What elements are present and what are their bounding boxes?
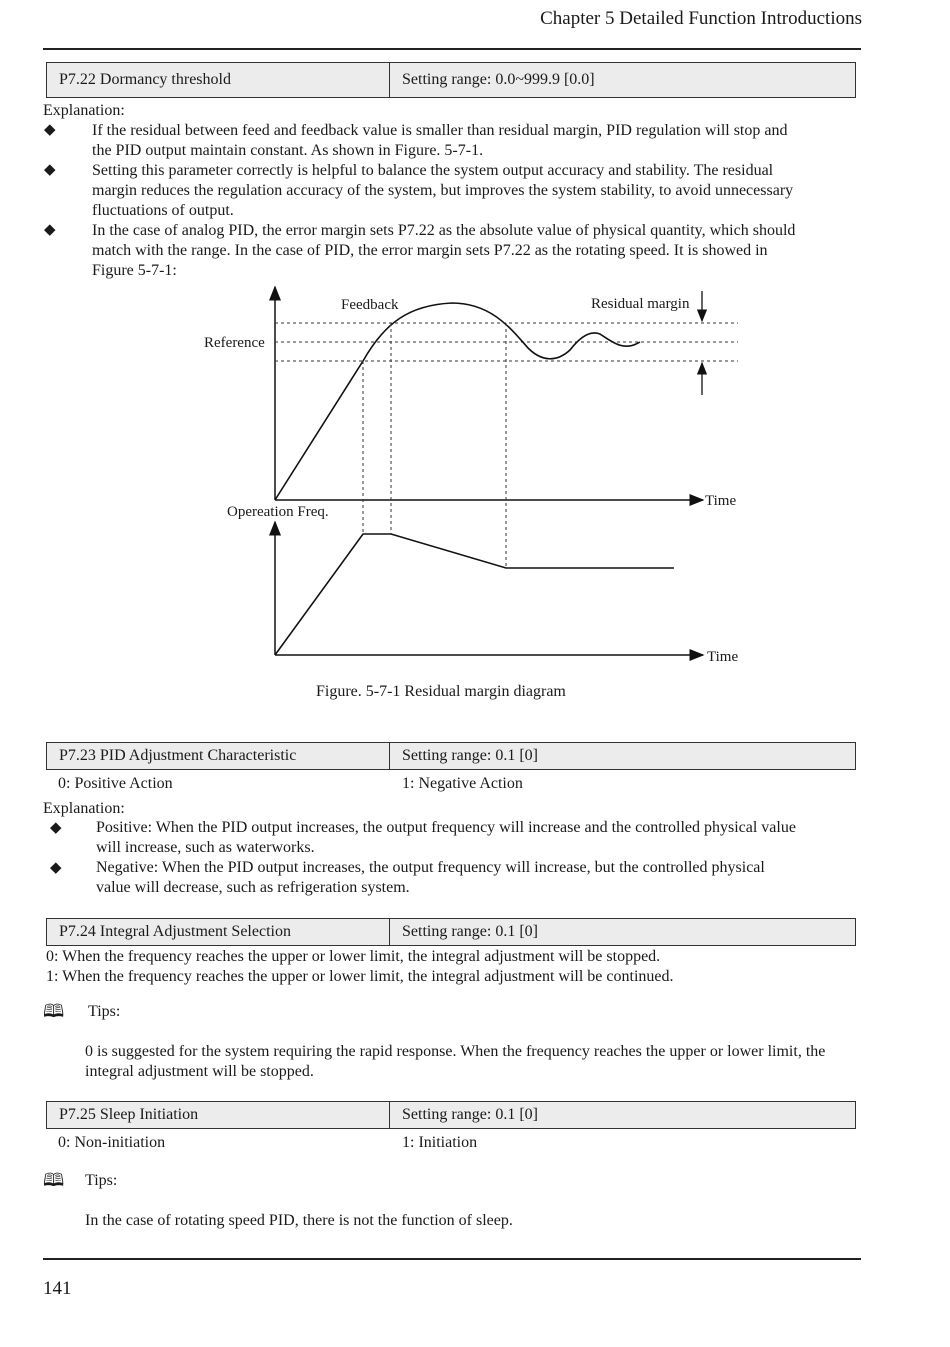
figure-caption: Figure. 5-7-1 Residual margin diagram: [316, 683, 566, 700]
tips-label: Tips:: [88, 1003, 121, 1020]
param-range: Setting range: 0.1 [0]: [402, 923, 538, 940]
option-0: 0: Non-initiation: [58, 1134, 166, 1151]
option-1: 1: Initiation: [402, 1134, 478, 1151]
param-table-p724: [46, 918, 856, 946]
explanation-label: Explanation:: [43, 102, 125, 119]
option-1: 1: Negative Action: [402, 775, 523, 792]
diamond-bullet-icon: ◆: [50, 820, 62, 836]
label-residual-margin: Residual margin: [591, 296, 690, 312]
open-book-icon: 🕮: [43, 1170, 65, 1190]
bullet-text: If the residual between feed and feedback value is smaller than residual margin, PID regulation will stop and the PID output maintain constant. As shown in Figure. 5-7-1.: [92, 122, 788, 159]
bullet-text: In the case of analog PID, the error margin sets P7.22 as the absolute value of physical quantity, which should match with the range. In the case of PID, the error margin sets P7.22 as the rotating speed. It is showed in Figure 5-7-1:: [92, 222, 796, 279]
param-range: Setting range: 0.1 [0]: [402, 1106, 538, 1123]
param-name: P7.25 Sleep Initiation: [47, 1102, 390, 1128]
diamond-bullet-icon: ◆: [44, 122, 56, 138]
footer-rule: [43, 1258, 861, 1260]
open-book-icon: 🕮: [43, 1001, 65, 1021]
option-0: 0: Positive Action: [58, 775, 173, 792]
diamond-bullet-icon: ◆: [44, 222, 56, 238]
param-name: P7.22 Dormancy threshold: [47, 63, 390, 97]
param-name: P7.23 PID Adjustment Characteristic: [47, 743, 390, 769]
param-range: Setting range: 0.0~999.9 [0.0]: [402, 71, 595, 88]
setting-line-1: 1: When the frequency reaches the upper or lower limit, the integral adjustment will be continued.: [46, 968, 674, 985]
explanation-label: Explanation:: [43, 800, 125, 817]
label-time-bottom: Time: [707, 649, 739, 665]
bullet-text: Negative: When the PID output increases, the output frequency will increase, but the controlled physical value will decrease, such as refrigeration system.: [96, 859, 765, 896]
setting-line-0: 0: When the frequency reaches the upper or lower limit, the integral adjustment will be stopped.: [46, 948, 661, 965]
tips-label: Tips:: [85, 1172, 118, 1189]
label-time-top: Time: [705, 493, 737, 509]
label-reference: Reference: [204, 335, 265, 351]
diamond-bullet-icon: ◆: [50, 860, 62, 876]
param-range: Setting range: 0.1 [0]: [402, 747, 538, 764]
diamond-bullet-icon: ◆: [44, 162, 56, 178]
param-name: P7.24 Integral Adjustment Selection: [47, 919, 390, 945]
operation-freq-curve: [275, 534, 674, 655]
bullet-text: Positive: When the PID output increases, the output frequency will increase and the controlled physical value will increase, such as waterworks.: [96, 819, 796, 856]
tips-text: 0 is suggested for the system requiring the rapid response. When the frequency reaches the upper or lower limit, the integral adjustment will be stopped.: [85, 1043, 826, 1080]
param-table-p725: [46, 1101, 856, 1129]
param-table-p723: [46, 742, 856, 770]
label-feedback: Feedback: [341, 297, 399, 313]
tips-text: In the case of rotating speed PID, there is not the function of sleep.: [85, 1212, 513, 1229]
page-number: 141: [43, 1278, 72, 1299]
feedback-curve: [275, 303, 640, 500]
chapter-title: Chapter 5 Detailed Function Introductions: [540, 8, 862, 29]
bullet-text: Setting this parameter correctly is helpful to balance the system output accuracy and stability. The residual margin reduces the regulation accuracy of the system, but improves the system stability, to avoid unnecessary fluctuations of output.: [92, 162, 794, 219]
label-operation-freq: Opereation Freq.: [227, 504, 329, 520]
